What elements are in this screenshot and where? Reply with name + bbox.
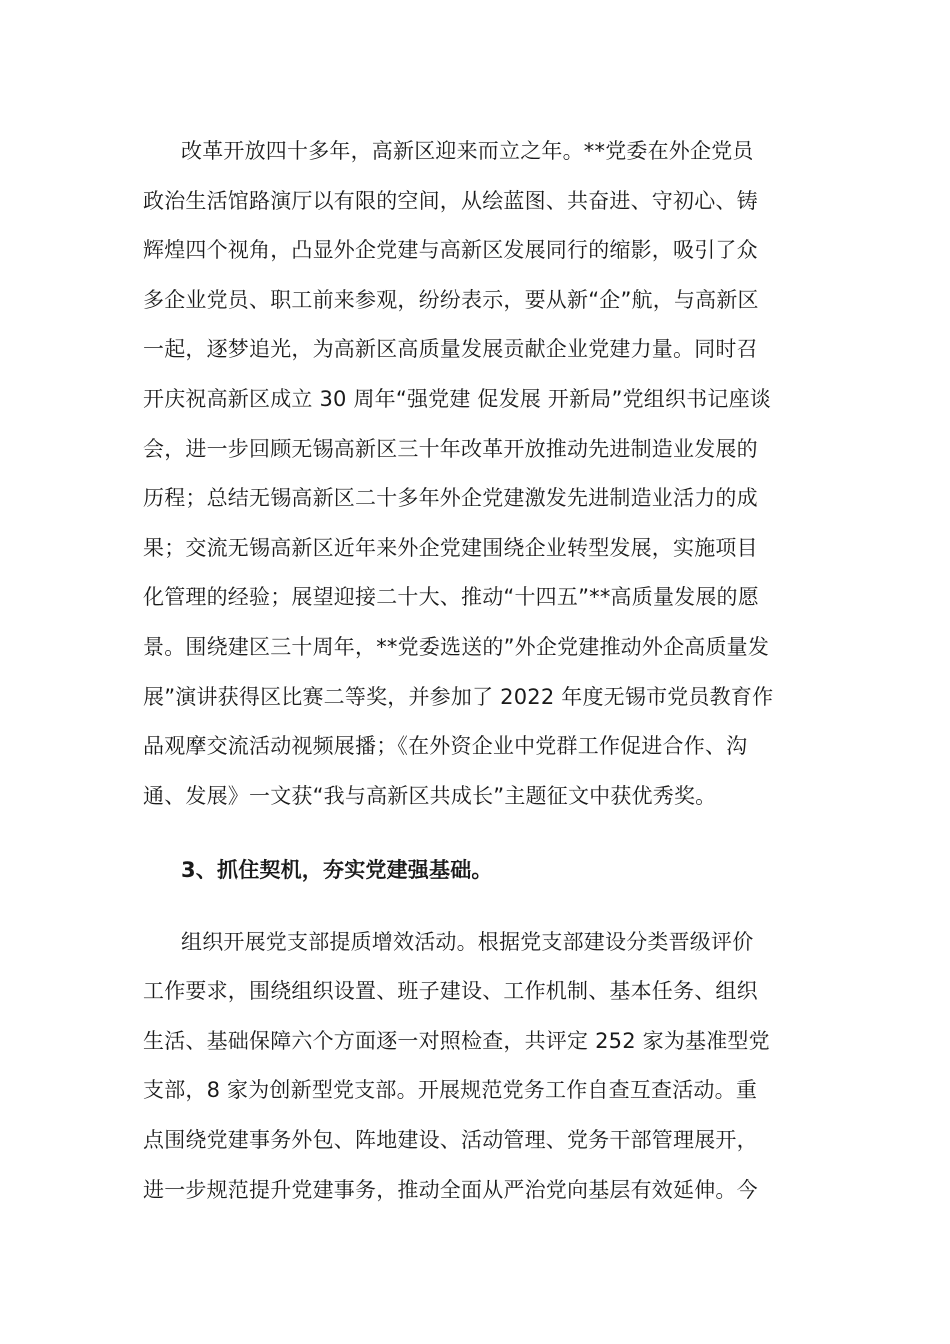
paragraph-2-line-5: 点围绕党建事务外包、阵地建设、活动管理、党务干部管理展开， [143, 1128, 758, 1152]
paragraph-2-line-3: 生活、基础保障六个方面逐一对照检查，共评定 252 家为基准型党 [143, 1029, 770, 1053]
paragraph-1-line-12: 展”演讲获得区比赛二等奖，并参加了 2022 年度无锡市党员教育作 [143, 685, 774, 709]
paragraph-1-line-13: 品观摩交流活动视频展播；《在外资企业中党群工作促进合作、沟 [143, 734, 748, 758]
paragraph-2-line-1: 组织开展党支部提质增效活动。根据党支部建设分类晋级评价 [181, 930, 754, 954]
paragraph-1-line-3: 辉煌四个视角，凸显外企党建与高新区发展同行的缩影，吸引了众 [143, 238, 758, 262]
paragraph-2-line-4: 支部，8 家为创新型党支部。开展规范党务工作自查互查活动。重 [143, 1078, 758, 1102]
paragraph-1-line-9: 果；交流无锡高新区近年来外企党建围绕企业转型发展，实施项目 [143, 536, 758, 560]
paragraph-2-line-2: 工作要求，围绕组织设置、班子建设、工作机制、基本任务、组织 [143, 979, 758, 1003]
paragraph-1-line-14: 通、发展》一文获“我与高新区共成长”主题征文中获优秀奖。 [143, 784, 717, 808]
section-heading: 3、抓住契机，夯实党建强基础。 [181, 858, 493, 882]
paragraph-1-line-6: 开庆祝高新区成立 30 周年“强党建 促发展 开新局”党组织书记座谈 [143, 387, 771, 411]
paragraph-2-line-6: 进一步规范提升党建事务，推动全面从严治党向基层有效延伸。今 [143, 1178, 758, 1202]
paragraph-1-line-5: 一起，逐梦追光，为高新区高质量发展贡献企业党建力量。同时召 [143, 337, 758, 361]
paragraph-1-line-11: 景。围绕建区三十周年，**党委选送的”外企党建推动外企高质量发 [143, 635, 770, 659]
paragraph-1-line-8: 历程；总结无锡高新区二十多年外企党建激发先进制造业活力的成 [143, 486, 758, 510]
paragraph-1-line-1: 改革开放四十多年，高新区迎来而立之年。**党委在外企党员 [181, 139, 754, 163]
paragraph-1-line-7: 会，进一步回顾无锡高新区三十年改革开放推动先进制造业发展的 [143, 437, 758, 461]
paragraph-1-line-2: 政治生活馆路演厅以有限的空间，从绘蓝图、共奋进、守初心、铸 [143, 189, 758, 213]
paragraph-1-line-10: 化管理的经验；展望迎接二十大、推动“十四五”**高质量发展的愿 [143, 585, 759, 609]
paragraph-1-line-4: 多企业党员、职工前来参观，纷纷表示，要从新“企”航，与高新区 [143, 288, 759, 312]
